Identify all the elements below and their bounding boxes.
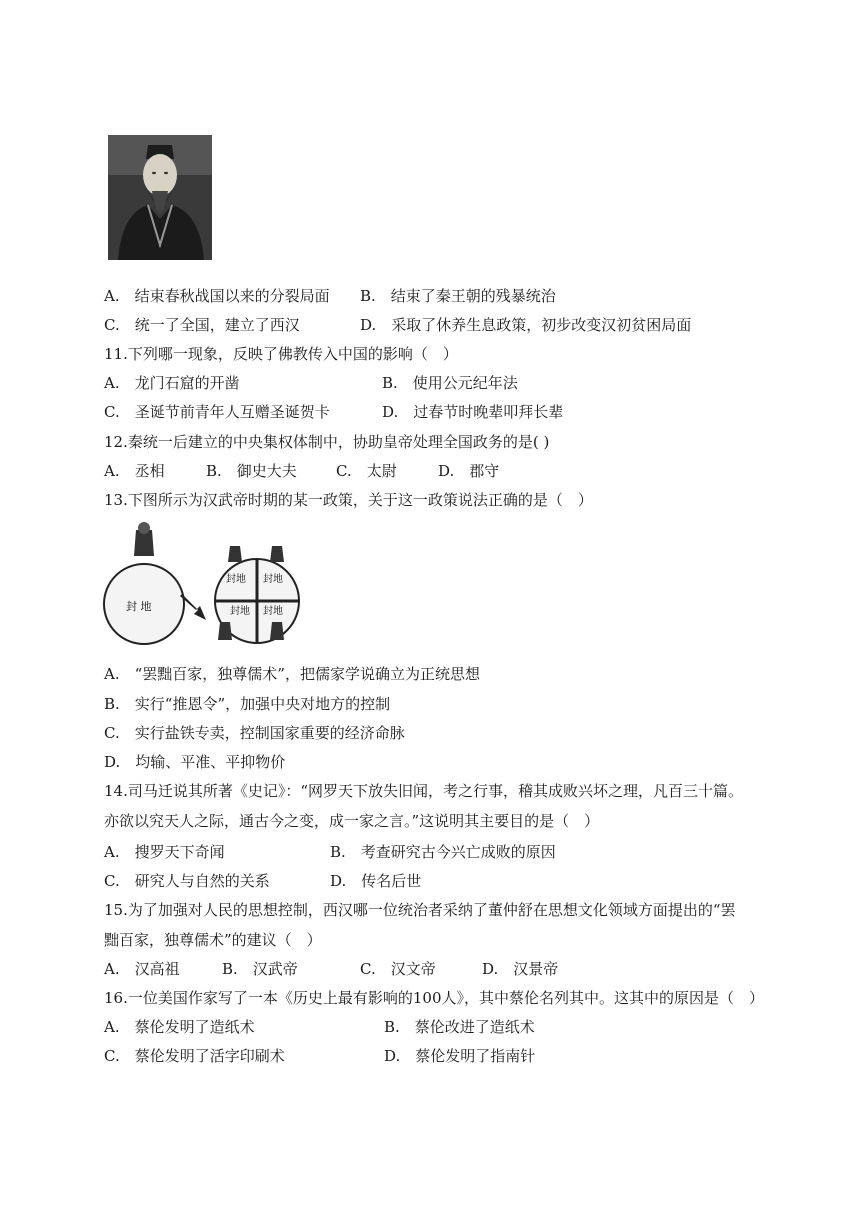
small-fief-label-4: 封地	[263, 606, 283, 617]
diagram-drawing	[102, 516, 302, 656]
q13-option-d: D. 均输、平准、平抑物价	[104, 753, 286, 771]
q10-option-d: D. 采取了休养生息政策，初步改变汉初贫困局面	[360, 316, 692, 334]
q13-option-a: A. “罢黜百家，独尊儒术”，把儒家学说确立为正统思想	[104, 665, 480, 683]
q11-option-b: B. 使用公元纪年法	[382, 374, 518, 392]
q15-option-a: A. 汉高祖	[104, 960, 180, 978]
q13-option-b: B. 实行“推恩令”，加强中央对地方的控制	[104, 695, 391, 713]
q14-stem-line2: 亦欲以究天人之际，通古今之变，成一家之言。”这说明其主要目的是（ ）	[104, 812, 600, 830]
q15-option-c: C. 汉文帝	[360, 960, 436, 978]
small-fief-label-2: 封地	[263, 574, 283, 585]
q15-option-b: B. 汉武帝	[222, 960, 298, 978]
q14-option-b: B. 考查研究古今兴亡成败的原因	[330, 843, 556, 861]
q12-option-c: C. 太尉	[336, 462, 397, 480]
portrait-drawing	[108, 135, 212, 260]
q16-option-b: B. 蔡伦改进了造纸术	[384, 1018, 535, 1036]
q10-option-a: A. 结束春秋战国以来的分裂局面	[104, 287, 330, 305]
q11-option-a: A. 龙门石窟的开凿	[104, 374, 240, 392]
q16-stem: 16.一位美国作家写了一本《历史上最有影响的100人》，其中蔡伦名列其中。这其中的原因是（ ）	[104, 989, 764, 1007]
q11-stem: 11.下列哪一现象，反映了佛教传入中国的影响（ ）	[104, 345, 458, 363]
q12-option-d: D. 郡守	[438, 462, 500, 480]
q12-option-a: A. 丞相	[104, 462, 165, 480]
q14-stem-line1: 14.司马迁说其所著《史记》：“网罗天下放失旧闻，考之行事，稽其成败兴坏之理，凡百三十篇。	[104, 782, 744, 800]
q10-option-b: B. 结束了秦王朝的残暴统治	[360, 287, 556, 305]
tuien-ling-diagram	[102, 516, 302, 656]
small-fief-label-3: 封地	[230, 606, 250, 617]
q16-option-c: C. 蔡伦发明了活字印刷术	[104, 1047, 285, 1065]
q15-stem-line2: 黜百家，独尊儒术”的建议（ ）	[104, 931, 322, 949]
q12-option-b: B. 御史大夫	[206, 462, 297, 480]
q15-option-d: D. 汉景帝	[482, 960, 559, 978]
q12-stem: 12.秦统一后建立的中央集权体制中，协助皇帝处理全国政务的是( )	[104, 433, 550, 451]
q11-option-c: C. 圣诞节前青年人互赠圣诞贺卡	[104, 403, 330, 421]
q15-stem-line1: 15.为了加强对人民的思想控制，西汉哪一位统治者采纳了董仲舒在思想文化领域方面提出的“罢	[104, 901, 736, 919]
q13-stem: 13.下图所示为汉武帝时期的某一政策，关于这一政策说法正确的是（ ）	[104, 491, 593, 509]
q13-option-c: C. 实行盐铁专卖，控制国家重要的经济命脉	[104, 724, 405, 742]
q16-option-a: A. 蔡伦发明了造纸术	[104, 1018, 255, 1036]
q14-option-a: A. 搜罗天下奇闻	[104, 843, 225, 861]
q16-option-d: D. 蔡伦发明了指南针	[384, 1047, 536, 1065]
q10-option-c: C. 统一了全国，建立了西汉	[104, 316, 300, 334]
q14-option-c: C. 研究人与自然的关系	[104, 872, 270, 890]
q14-option-d: D. 传名后世	[330, 872, 422, 890]
q11-option-d: D. 过春节时晚辈叩拜长辈	[382, 403, 564, 421]
large-fief-label: 封 地	[126, 600, 152, 613]
small-fief-label-1: 封地	[226, 574, 246, 585]
historical-figure-portrait	[108, 135, 212, 260]
